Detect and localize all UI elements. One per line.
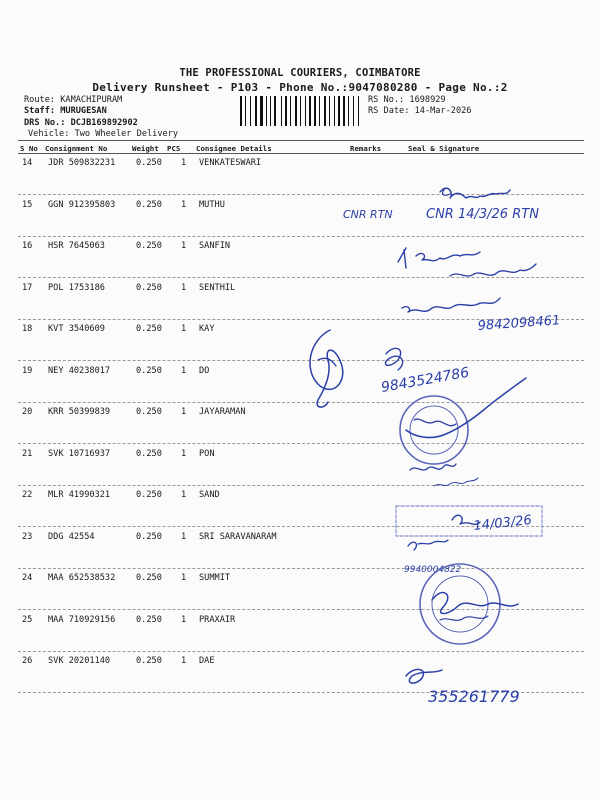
row-consignee: DAE [199, 656, 215, 666]
row-consignee: SENTHIL [199, 282, 236, 293]
table-row [18, 528, 584, 569]
col-remarks: Remarks [350, 144, 382, 153]
row-pcs: 1 [181, 199, 187, 210]
barcode-bar [285, 96, 287, 126]
row-weight: 0.250 [136, 490, 162, 500]
row-sno: 22 [22, 490, 33, 500]
row-pcs: 1 [181, 241, 187, 251]
row-weight: 0.250 [136, 656, 162, 666]
barcode-bar [250, 96, 251, 126]
barcode-bar [268, 96, 270, 126]
row-weight: 0.250 [136, 282, 162, 293]
barcode-bar [270, 96, 271, 126]
phone-row26: 355261779 [428, 687, 520, 706]
barcode-bar [255, 96, 257, 126]
barcode-bar [298, 96, 299, 126]
barcode-bar [281, 96, 282, 126]
barcode-bar [291, 96, 294, 126]
row-consignment: KVT 3540609 [48, 324, 105, 334]
table-row [18, 362, 584, 403]
barcode-bar [334, 96, 335, 126]
row-consignee: SAND [199, 490, 220, 500]
row-consignee: PRAXAIR [199, 614, 236, 625]
row-pcs: 1 [181, 614, 187, 625]
row-weight: 0.250 [136, 573, 162, 583]
table-row [18, 320, 584, 361]
row-consignee: MUTHU [199, 199, 225, 210]
row-weight: 0.250 [136, 158, 162, 168]
row-consignment: KRR 50399839 [48, 407, 111, 417]
row-sno: 20 [22, 407, 33, 417]
row-consignment: SVK 10716937 [48, 448, 111, 459]
table-row [18, 486, 584, 527]
table-row [18, 569, 584, 610]
barcode-bar [252, 96, 254, 126]
barcode-bar [288, 96, 289, 126]
table-row [18, 403, 584, 444]
row-weight: 0.250 [136, 531, 162, 542]
row-pcs: 1 [181, 490, 187, 500]
barcode-bar [305, 96, 306, 126]
row-weight: 0.250 [136, 241, 162, 251]
row-consignee: SUMMIT [199, 573, 231, 583]
barcode-bar [247, 96, 250, 126]
barcode-bar [300, 96, 301, 126]
row-pcs: 1 [181, 531, 187, 542]
barcode-bar [274, 96, 276, 126]
phone-row18: 9842098461 [477, 313, 561, 334]
table-row [18, 611, 584, 652]
row-consignee: PON [199, 448, 215, 459]
row-sno: 21 [22, 448, 33, 459]
barcode-bar [341, 96, 342, 126]
barcode-bar [309, 96, 312, 126]
sig-cnr: CNR 14/3/26 RTN [426, 207, 539, 222]
barcode-bar [319, 96, 320, 126]
row-weight: 0.250 [136, 614, 162, 625]
barcode-bar [302, 96, 304, 126]
barcode-bar [312, 96, 313, 126]
row-consignee: VENKATESWARI [199, 158, 262, 168]
row-sno: 15 [22, 199, 33, 210]
col-consignment: Consignment No [45, 144, 108, 153]
barcode-bar [358, 96, 359, 126]
barcode-bar [346, 96, 347, 126]
row-consignment: MAA 710929156 [48, 614, 116, 625]
rs-number: RS No.: 1698929 [368, 95, 446, 105]
barcode-bar [355, 96, 357, 126]
row-weight: 0.250 [136, 407, 162, 417]
row-pcs: 1 [181, 407, 187, 417]
company-title: THE PROFESSIONAL COURIERS, COIMBATORE [179, 67, 421, 79]
row-divider [18, 692, 584, 693]
row-consignment: GGN 912395803 [48, 199, 116, 210]
row-sno: 26 [22, 656, 33, 666]
barcode-bar [295, 96, 297, 126]
barcode-bar [353, 96, 354, 126]
phone-row19: 9843524786 [379, 364, 471, 396]
drs-label: DRS No.: DCJB169892902 [24, 118, 138, 128]
date-row22: 14/03/26 [472, 512, 533, 534]
row-consignment: SVK 20201140 [48, 656, 111, 666]
row-pcs: 1 [181, 365, 187, 376]
rs-date: RS Date: 14-Mar-2026 [368, 106, 472, 116]
barcode-bar [348, 96, 349, 126]
barcode-bar [327, 96, 328, 126]
table-row [18, 445, 584, 486]
table-row [18, 237, 584, 278]
col-weight: Weight [132, 144, 159, 153]
row-consignment: MAA 652538532 [48, 573, 116, 583]
phone-row23: 9940004822 [404, 565, 462, 575]
barcode-bar [272, 96, 273, 126]
table-row [18, 279, 584, 320]
barcode-bar [360, 96, 361, 126]
row-consignment: POL 1753186 [48, 282, 105, 293]
barcode-bar [314, 96, 316, 126]
col-seal-signature: Seal & Signature [408, 144, 480, 153]
table-row [18, 196, 584, 237]
barcode-bar [330, 96, 333, 126]
row-consignment: NEY 40238017 [48, 365, 111, 376]
row-sno: 24 [22, 573, 33, 583]
row-sno: 16 [22, 241, 33, 251]
table-row [18, 154, 584, 195]
row-consignment: JDR 509832231 [48, 158, 116, 168]
table-row [18, 652, 584, 693]
drs-barcode [240, 96, 362, 126]
row-sno: 17 [22, 282, 33, 293]
row-pcs: 1 [181, 324, 187, 334]
row-consignment: HSR 7645063 [48, 241, 105, 251]
barcode-bar [338, 96, 340, 126]
row-consignee: JAYARAMAN [199, 407, 246, 417]
row-consignee: SRI SARAVANARAM [199, 531, 277, 542]
row-weight: 0.250 [136, 448, 162, 459]
row-sno: 14 [22, 158, 33, 168]
barcode-bar [350, 96, 353, 126]
row-pcs: 1 [181, 573, 187, 583]
row-sno: 23 [22, 531, 33, 542]
row-pcs: 1 [181, 282, 187, 293]
barcode-bar [243, 96, 244, 126]
row-pcs: 1 [181, 448, 187, 459]
row-consignee: DO [199, 365, 210, 376]
staff-label: Staff: MURUGESAN [24, 106, 107, 116]
runsheet-title: Delivery Runsheet - P103 - Phone No.:9047080280 - Page No.:2 [92, 81, 508, 94]
barcode-bar [321, 96, 323, 126]
row-consignee: KAY [199, 324, 215, 334]
barcode-bar [258, 96, 259, 126]
barcode-bar [317, 96, 318, 126]
barcode-bar [324, 96, 326, 126]
row-sno: 18 [22, 324, 33, 334]
row-weight: 0.250 [136, 324, 162, 334]
row-sno: 19 [22, 365, 33, 376]
row-consignee: SANFIN [199, 241, 231, 251]
remark-cnr: CNR RTN [343, 208, 393, 221]
row-weight: 0.250 [136, 365, 162, 376]
barcode-bar [245, 96, 246, 126]
barcode-bar [329, 96, 330, 126]
col-sno: S No [20, 144, 38, 153]
barcode-bar [290, 96, 291, 126]
barcode-bar [260, 96, 263, 126]
col-pcs: PCS [167, 144, 181, 153]
barcode-bar [266, 96, 267, 126]
header-top-rule [18, 140, 584, 141]
row-pcs: 1 [181, 158, 187, 168]
barcode-bar [277, 96, 280, 126]
route-label: Route: KAMACHIPURAM [24, 95, 123, 105]
row-pcs: 1 [181, 656, 187, 666]
row-sno: 25 [22, 614, 33, 625]
barcode-bar [336, 96, 337, 126]
barcode-bar [343, 96, 345, 126]
row-consignment: MLR 41990321 [48, 490, 111, 500]
barcode-bar [240, 96, 242, 126]
barcode-bar [307, 96, 308, 126]
vehicle-label: Vehicle: Two Wheeler Delivery [28, 129, 179, 139]
barcode-bar [283, 96, 284, 126]
col-consignee: Consignee Details [196, 144, 272, 153]
barcode-bar [264, 96, 265, 126]
row-consignment: DDG 42554 [48, 531, 95, 542]
row-weight: 0.250 [136, 199, 162, 210]
